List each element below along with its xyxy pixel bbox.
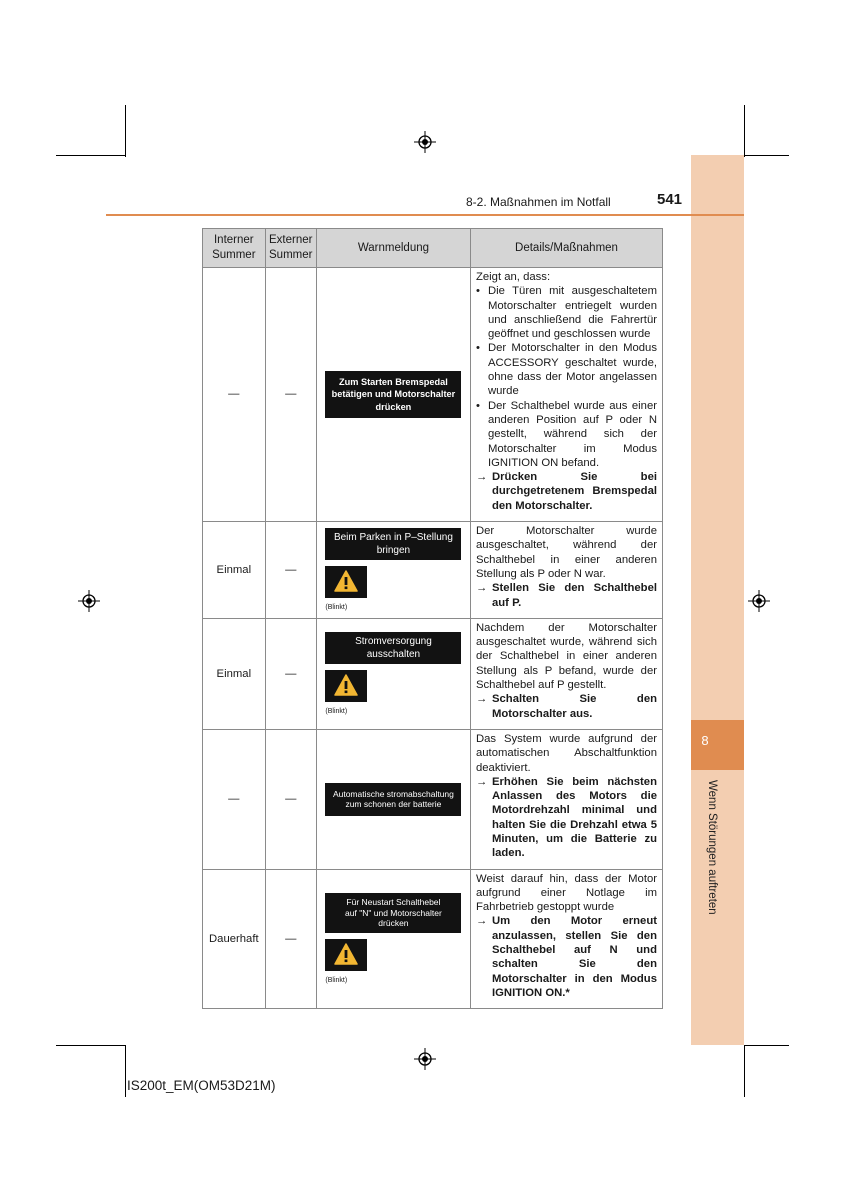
- registration-mark-icon: [748, 590, 770, 612]
- list-item-text: Der Motorschalter in den Modus ACCESSORY geschaltet wurde, ohne dass der Motor angelassen wurde: [487, 342, 657, 398]
- external-buzzer-cell: —: [265, 729, 316, 869]
- list-item-text: Die Türen mit ausgeschaltetem Motorschalter entriegelt wurden und anschließend die Fahrertür geöffnet und geschlossen wurde: [487, 285, 657, 341]
- registration-mark-icon: [414, 131, 436, 153]
- arrow-icon: →: [475, 471, 488, 484]
- details-text: Der Motorschalter wurde ausgeschaltet, während der Schalthebel in einer anderen Stellung als P oder N war.: [475, 525, 657, 580]
- crop-mark: [744, 155, 789, 156]
- column-header-details: Details/Maßnahmen: [470, 229, 662, 268]
- list-item: [476, 399, 657, 470]
- details-cell: [470, 618, 662, 729]
- bullet: •: [475, 285, 480, 298]
- message-cell: [316, 869, 470, 1009]
- table-header-row: [203, 229, 663, 268]
- details-cell: [470, 268, 662, 522]
- warning-triangle-icon: [325, 670, 367, 702]
- action-line: [476, 470, 657, 513]
- registration-mark-icon: [414, 1048, 436, 1070]
- arrow-icon: →: [475, 693, 488, 706]
- action-text: Stellen Sie den Schalthebel auf P.: [491, 582, 657, 609]
- action-line: [476, 775, 657, 861]
- document-code: IS200t_EM(OM53D21M): [127, 1078, 276, 1093]
- internal-buzzer-cell: —: [203, 729, 266, 869]
- warning-table: [202, 228, 663, 1009]
- internal-buzzer-cell: —: [203, 268, 266, 522]
- bullet: •: [475, 399, 480, 412]
- column-header-external: Externer Summer: [265, 229, 316, 268]
- table-row: [203, 618, 663, 729]
- page-number: 541: [657, 191, 683, 208]
- details-cell: [470, 522, 662, 619]
- warning-message-display: Zum Starten Bremspedal betätigen und Motorschalter drücken: [325, 371, 461, 419]
- table-row: [203, 268, 663, 522]
- internal-buzzer-cell: Einmal: [203, 522, 266, 619]
- action-line: [476, 581, 657, 610]
- external-buzzer-cell: —: [265, 268, 316, 522]
- column-header-internal: Interner Summer: [203, 229, 266, 268]
- list-item-text: Der Schalthebel wurde aus einer anderen Position auf P oder N gestellt, während sich der Motorschalter im Modus IGNITION ON befand.: [487, 399, 657, 469]
- arrow-icon: →: [475, 915, 488, 928]
- table-row: [203, 729, 663, 869]
- external-buzzer-cell: —: [265, 869, 316, 1009]
- chapter-number: 8: [701, 733, 709, 748]
- action-text: Erhöhen Sie beim nächsten Anlassen des Motors die Motordrehzahl minimal und halten Sie die Drehzahl etwa 5 Minuten, um die Batterie zu laden.: [491, 775, 657, 860]
- blink-label: (Blinkt): [325, 976, 348, 984]
- details-text: Weist darauf hin, dass der Motor aufgrund einer Notlage im Fahrbetrieb gestoppt wurde: [475, 872, 657, 914]
- crop-mark: [56, 1045, 126, 1046]
- section-title: 8-2. Maßnahmen im Notfall: [466, 195, 611, 209]
- action-line: [476, 914, 657, 1000]
- action-line: [476, 692, 657, 721]
- warning-message-display: Für Neustart Schalthebel auf "N" und Motorschalter drücken: [325, 893, 461, 933]
- warning-triangle-icon: [325, 566, 367, 598]
- message-cell: [316, 729, 470, 869]
- crop-mark: [744, 105, 745, 157]
- warning-triangle-icon: [325, 939, 367, 971]
- registration-mark-icon: [78, 590, 100, 612]
- details-intro: Zeigt an, dass:: [475, 271, 551, 283]
- warning-message-display: Stromversorgung ausschalten: [325, 632, 461, 664]
- bullet: •: [475, 342, 480, 355]
- crop-mark: [744, 1045, 745, 1097]
- crop-mark: [744, 1045, 789, 1046]
- action-text: Schalten Sie den Motorschalter aus.: [491, 693, 657, 720]
- list-item: [476, 284, 657, 341]
- column-header-message: Warnmeldung: [316, 229, 470, 268]
- details-cell: [470, 869, 662, 1009]
- warning-message-display: Beim Parken in P–Stellung bringen: [325, 528, 461, 560]
- crop-mark: [56, 155, 126, 156]
- external-buzzer-cell: —: [265, 522, 316, 619]
- external-buzzer-cell: —: [265, 618, 316, 729]
- blink-label: (Blinkt): [325, 604, 348, 612]
- message-cell: [316, 268, 470, 522]
- crop-mark: [125, 105, 126, 157]
- message-cell: [316, 522, 470, 619]
- arrow-icon: →: [475, 582, 488, 595]
- chapter-label: Wenn Störungen auftreten: [706, 780, 718, 915]
- header-rule: [106, 214, 744, 216]
- blink-label: (Blinkt): [325, 708, 348, 716]
- internal-buzzer-cell: Einmal: [203, 618, 266, 729]
- internal-buzzer-cell: Dauerhaft: [203, 869, 266, 1009]
- details-text: Nachdem der Motorschalter ausgeschaltet wurde, während sich der Schalthebel in einer anderen Stellung als P befand, wurde der Schalthebel auf P gestellt.: [475, 621, 657, 692]
- table-row: [203, 869, 663, 1009]
- details-text: Das System wurde aufgrund der automatischen Abschaltfunktion deaktiviert.: [475, 732, 657, 774]
- action-text: Drücken Sie bei durchgetretenem Bremspedal den Motorschalter.: [491, 471, 657, 512]
- list-item: [476, 341, 657, 398]
- details-cell: [470, 729, 662, 869]
- message-cell: [316, 618, 470, 729]
- table-row: [203, 522, 663, 619]
- crop-mark: [125, 1045, 126, 1097]
- warning-message-display: Automatische stromabschaltung zum schonen der batterie: [325, 783, 461, 816]
- arrow-icon: →: [475, 775, 488, 788]
- action-text: Um den Motor erneut anzulassen, stellen Sie den Schalthebel auf N und schalten Sie den Motorschalter in den Modus IGNITION ON.*: [491, 915, 657, 999]
